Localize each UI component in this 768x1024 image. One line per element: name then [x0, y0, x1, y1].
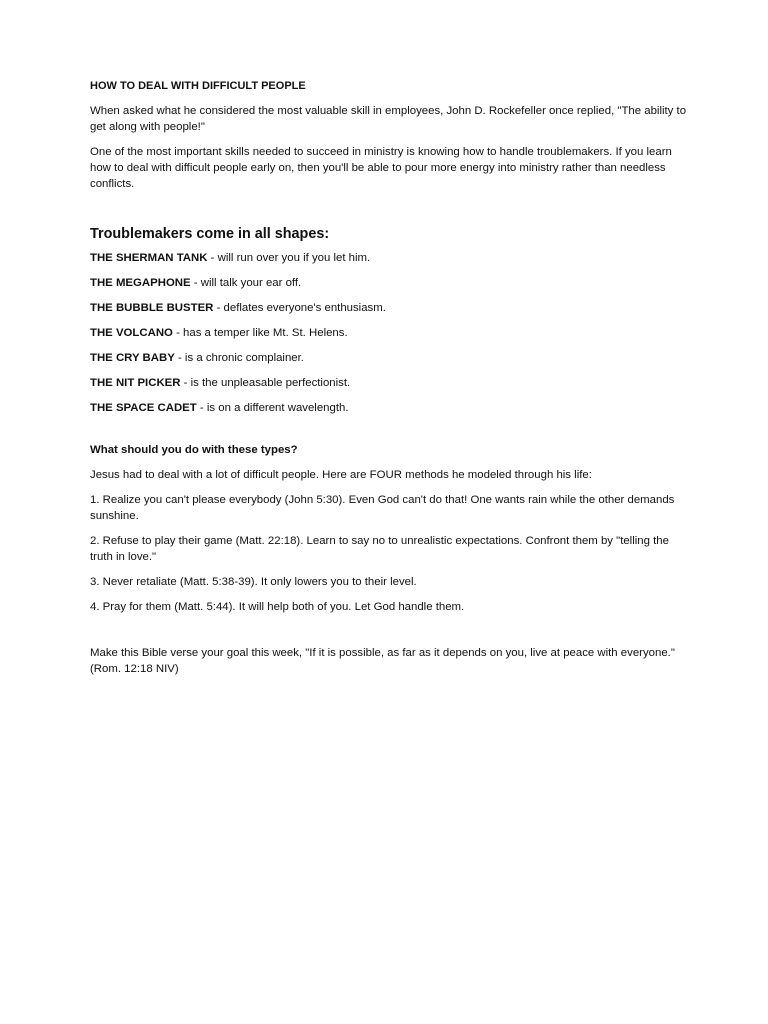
- type-item: [90, 350, 688, 366]
- type-item: [90, 375, 688, 391]
- method-item: 1. Realize you can't please everybody (John 5:30). Even God can't do that! One wants rain while the other demands sunshine.: [90, 494, 675, 522]
- type-name: THE MEGAPHONE: [90, 277, 191, 289]
- methods-intro: Jesus had to deal with a lot of difficult people. Here are FOUR methods he modeled through his life:: [90, 469, 592, 481]
- type-description: - is the unpleasable perfectionist.: [180, 377, 351, 389]
- method-item: 2. Refuse to play their game (Matt. 22:18). Learn to say no to unrealistic expectations. Confront them by "telling the truth in love.": [90, 535, 669, 563]
- types-heading: Troublemakers come in all shapes:: [90, 226, 330, 242]
- type-name: THE CRY BABY: [90, 352, 175, 364]
- type-item: [90, 325, 688, 341]
- closing-paragraph: Make this Bible verse your goal this week, "If it is possible, as far as it depends on you, live at peace with everyone." (Rom. 12:18 NIV): [90, 647, 675, 675]
- intro-paragraph-1: When asked what he considered the most valuable skill in employees, John D. Rockefeller once replied, "The ability to get along with people!": [90, 105, 687, 133]
- types-list: [90, 250, 688, 416]
- method-item: 3. Never retaliate (Matt. 5:38-39). It only lowers you to their level.: [90, 576, 417, 588]
- type-item: [90, 275, 688, 291]
- type-item: [90, 300, 688, 316]
- type-item: [90, 250, 688, 266]
- methods-list: [90, 492, 688, 615]
- intro-paragraph-2: One of the most important skills needed to succeed in ministry is knowing how to handle troublemakers. If you learn how to deal with difficult people early on, then you'll be able to pour more energy into ministry rather than needless conflicts.: [90, 146, 672, 190]
- type-name: THE SPACE CADET: [90, 402, 197, 414]
- method-item: 4. Pray for them (Matt. 5:44). It will help both of you. Let God handle them.: [90, 601, 465, 613]
- type-description: - deflates everyone's enthusiasm.: [213, 302, 386, 314]
- type-name: THE BUBBLE BUSTER: [90, 302, 214, 314]
- type-name: THE SHERMAN TANK: [90, 252, 208, 264]
- type-description: - will run over you if you let him.: [207, 252, 371, 264]
- type-item: [90, 400, 688, 416]
- type-description: - has a temper like Mt. St. Helens.: [172, 327, 348, 339]
- methods-heading: What should you do with these types?: [90, 444, 298, 456]
- type-name: THE NIT PICKER: [90, 377, 181, 389]
- type-description: - is on a different wavelength.: [196, 402, 349, 414]
- document-title: HOW TO DEAL WITH DIFFICULT PEOPLE: [90, 80, 306, 92]
- type-description: - is a chronic complainer.: [174, 352, 304, 364]
- type-description: - will talk your ear off.: [190, 277, 302, 289]
- type-name: THE VOLCANO: [90, 327, 173, 339]
